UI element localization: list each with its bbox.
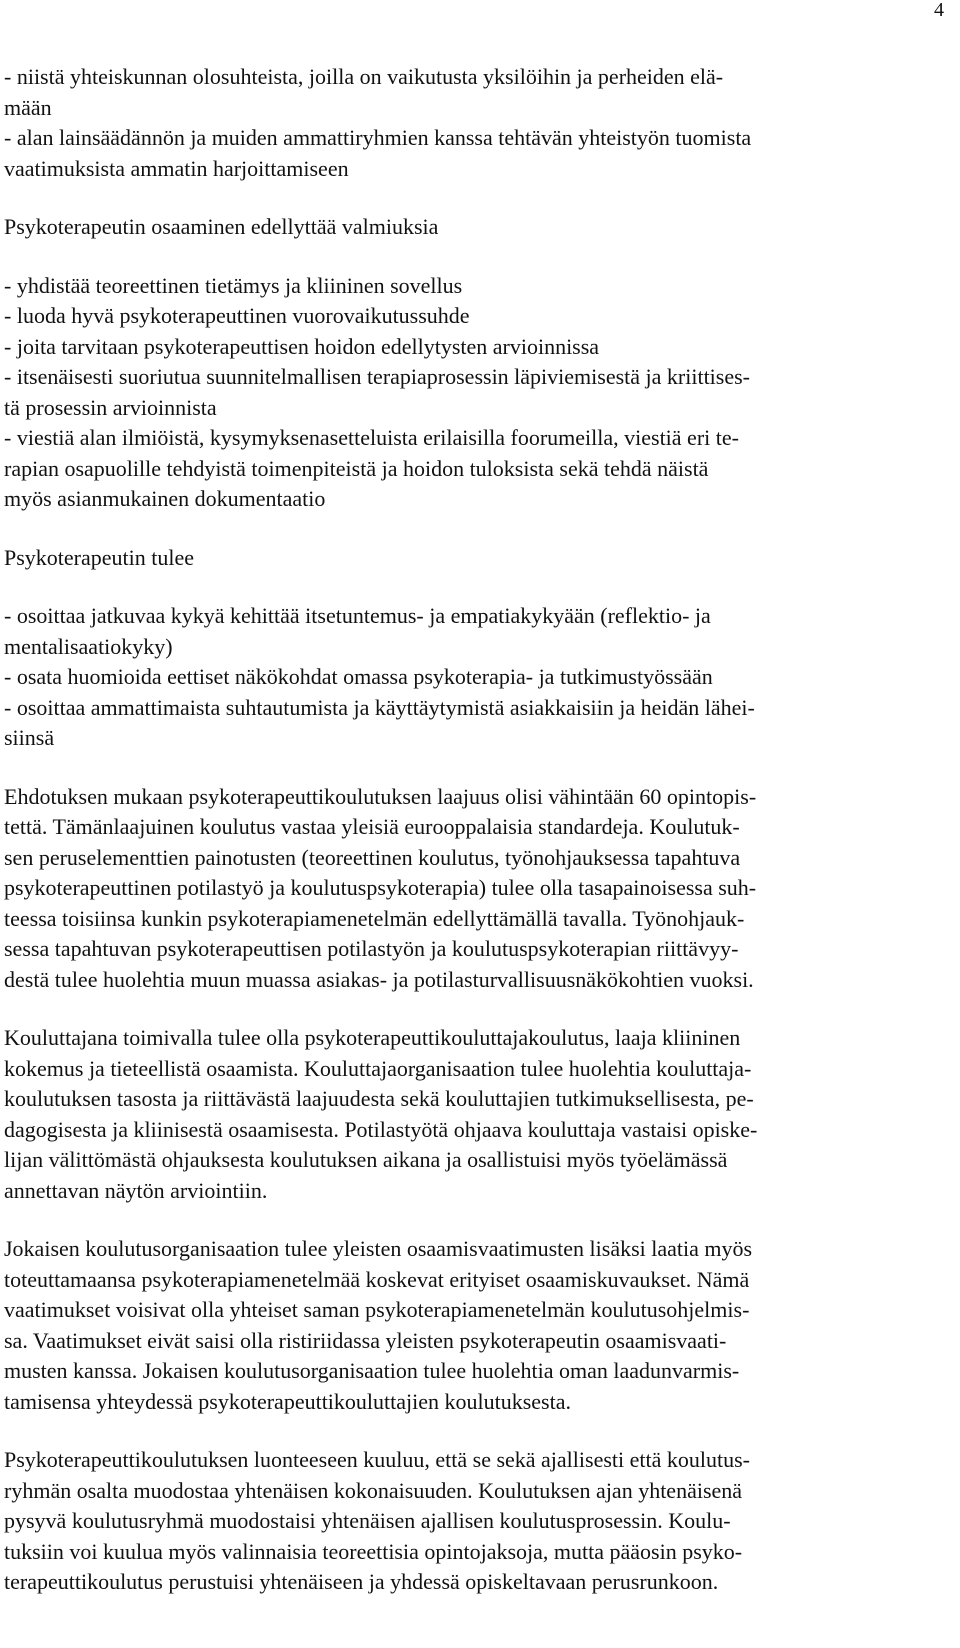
paragraph-line: tuksiin voi kuulua myös valinnaisia teoreettisia opintojaksoja, mutta pääosin psyko-	[4, 1538, 743, 1564]
paragraph-line: Kouluttajana toimivalla tulee olla psykoterapeuttikouluttajakoulutus, laaja kliininen	[4, 1025, 741, 1050]
section-heading: Psykoterapeutin osaaminen edellyttää valmiuksia	[4, 214, 439, 239]
paragraph-line: sa. Vaatimukset eivät saisi olla ristiriidassa yleisten psykoterapeutin osaamisvaati-	[4, 1327, 727, 1353]
list-line: - yhdistää teoreettinen tietämys ja kliininen sovellus	[4, 272, 463, 298]
list-line: - luoda hyvä psykoterapeuttinen vuorovaikutussuhde	[4, 303, 470, 328]
valmiudet-list	[4, 271, 956, 515]
paragraph-line: dagogisesta ja kliinisestä osaamisesta. Potilastyötä ohjaava kouluttaja vastaisi opiske-	[4, 1116, 758, 1142]
paragraph-line: pysyvä koulutusryhmä muodostaisi yhtenäisen ajallisen koulutusprosessin. Koulu-	[4, 1508, 731, 1533]
paragraph-line: terapeuttikoulutus perustuisi yhtenäiseen ja yhdessä opiskeltavaan perusrunkoon.	[4, 1569, 719, 1594]
paragraph-line: teessa toisiinsa kunkin psykoterapiamenetelmän edellyttämällä tavalla. Työnohjauk-	[4, 905, 745, 931]
paragraph-line: psykoterapeuttinen potilastyö ja koulutuspsykoterapia) tulee olla tasapainoisessa suh-	[4, 875, 757, 900]
paragraph-line: annettavan näytön arviointiin.	[4, 1177, 268, 1203]
paragraph-line: destä tulee huolehtia muun muassa asiakas- ja potilasturvallisuusnäkökohtien vuoksi.	[4, 966, 754, 992]
paragraph-line: lijan välittömästä ohjauksesta koulutuksen aikana ja osallistuisi myös työelämässä	[4, 1147, 728, 1172]
page-number: 4	[934, 0, 944, 21]
paragraph-line: tettä. Tämänlaajuinen koulutus vastaa yleisiä eurooppalaisia standardeja. Koulutuk-	[4, 814, 740, 839]
list-line: tä prosessin arvioinnista	[4, 394, 217, 420]
list-line: - itsenäisesti suoriutua suunnitelmallisen terapiaprosessin läpiviemisestä ja kriittises-	[4, 364, 751, 389]
paragraph-line: tamisensa yhteydessä psykoterapeuttikouluttajien koulutuksesta.	[4, 1388, 571, 1414]
paragraph-line: kokemus ja tieteellistä osaamista. Kouluttajaorganisaation tulee huolehtia kouluttaja-	[4, 1055, 752, 1081]
paragraph-laajuus	[4, 782, 956, 996]
list-line: - osata huomioida eettiset näkökohdat omassa psykoterapia- ja tutkimustyössään	[4, 664, 713, 689]
list-line: vaatimuksista ammatin harjoittamiseen	[4, 155, 349, 181]
paragraph-line: sessa tapahtuvan psykoterapeuttisen potilastyön ja koulutuspsykoterapian riittävyy-	[4, 936, 739, 961]
paragraph-line: Psykoterapeuttikoulutuksen luonteeseen kuuluu, että se sekä ajallisesti että koulutus-	[4, 1447, 751, 1472]
list-line: - joita tarvitaan psykoterapeuttisen hoidon edellytysten arvioinnissa	[4, 333, 600, 359]
paragraph-luonne	[4, 1445, 956, 1598]
tulee-heading	[4, 543, 956, 574]
paragraph-kouluttaja	[4, 1023, 956, 1206]
tulee-list	[4, 601, 956, 754]
valmiudet-heading	[4, 212, 956, 243]
paragraph-line: ryhmän osalta muodostaa yhtenäisen kokonaisuuden. Koulutuksen ajan yhtenäisenä	[4, 1477, 743, 1503]
list-line: - osoittaa jatkuvaa kykyä kehittää itsetuntemus- ja empatiakykyään (reflektio- ja	[4, 603, 711, 628]
paragraph-line: sen peruselementtien painotusten (teoreettinen koulutus, työnohjauksessa tapahtuva	[4, 844, 741, 870]
section-heading: Psykoterapeutin tulee	[4, 544, 195, 570]
list-line: myös asianmukainen dokumentaatio	[4, 486, 326, 511]
intro-list	[4, 62, 956, 184]
list-line: - niistä yhteiskunnan olosuhteista, joilla on vaikutusta yksilöihin ja perheiden elä-	[4, 64, 724, 89]
list-line: rapian osapuolille tehdyistä toimenpiteistä ja hoidon tuloksista sekä tehdä näistä	[4, 455, 709, 481]
list-line: mentalisaatiokyky)	[4, 633, 173, 659]
list-line: - osoittaa ammattimaista suhtautumista ja käyttäytymistä asiakkaisiin ja heidän lähei-	[4, 694, 755, 720]
list-line: - viestiä alan ilmiöistä, kysymyksenasetteluista erilaisilla foorumeilla, viestiä eri te-	[4, 425, 739, 450]
paragraph-line: toteuttamaansa psykoterapiamenetelmää koskevat erityiset osaamiskuvaukset. Nämä	[4, 1266, 750, 1292]
list-line: - alan lainsäädännön ja muiden ammattiryhmien kanssa tehtävän yhteistyön tuomista	[4, 125, 752, 150]
list-line: siinsä	[4, 725, 55, 750]
paragraph-line: vaatimukset voisivat olla yhteiset saman psykoterapiamenetelmän koulutusohjelmis-	[4, 1297, 750, 1322]
paragraph-line: Jokaisen koulutusorganisaation tulee yleisten osaamisvaatimusten lisäksi laatia myös	[4, 1236, 753, 1261]
paragraph-line: Ehdotuksen mukaan psykoterapeuttikoulutuksen laajuus olisi vähintään 60 opintopis-	[4, 783, 757, 809]
list-line: mään	[4, 94, 52, 120]
paragraph-organisaatio	[4, 1234, 956, 1417]
paragraph-line: musten kanssa. Jokaisen koulutusorganisaation tulee huolehtia oman laadunvarmis-	[4, 1358, 740, 1383]
document-body	[4, 62, 956, 1598]
paragraph-line: koulutuksen tasosta ja riittävästä laajuudesta sekä kouluttajien tutkimuksellisesta, pe-	[4, 1086, 754, 1111]
